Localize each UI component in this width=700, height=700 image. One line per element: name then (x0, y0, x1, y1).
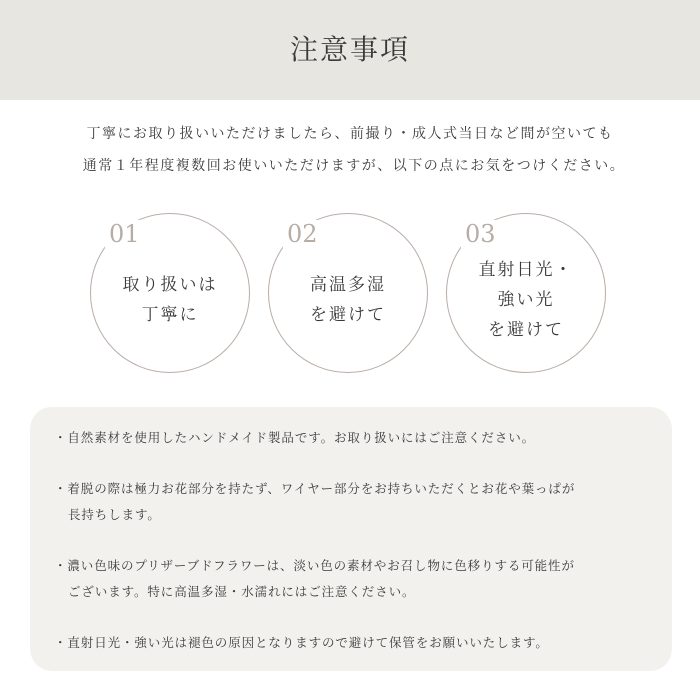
note-line: ・直射日光・強い光は褪色の原因となりますので避けて保管をお願いいたします。 (54, 635, 549, 650)
note-line: ・濃い色味のプリザーブドフラワーは、淡い色の素材やお召し物に色移りする可能性が (54, 558, 575, 573)
note-item (54, 630, 672, 656)
note-line: ございます。特に高温多湿・水濡れにはご注意ください。 (68, 584, 416, 599)
note-item (54, 476, 672, 528)
notes-box (30, 407, 672, 671)
intro-line-1: 丁寧にお取り扱いいただけましたら、前撮り・成人式当日など間が空いても (86, 126, 614, 142)
header-band (0, 0, 700, 100)
circle-number: 03 (461, 220, 500, 248)
caution-circle-3 (446, 213, 606, 373)
note-item (54, 553, 672, 605)
note-line: ・自然素材を使用したハンドメイド製品です。お取り扱いにはご注意ください。 (54, 430, 536, 445)
note-line: 長持ちします。 (68, 507, 161, 522)
caution-circle-2 (268, 213, 428, 373)
circle-number: 01 (105, 220, 144, 248)
circle-label: 直射日光・ 強い光 を避けて (478, 260, 574, 340)
note-item (54, 425, 672, 451)
circle-label: 取り扱いは 丁寧に (122, 275, 218, 325)
caution-circle-1 (90, 213, 250, 373)
note-line: ・着脱の際は極力お花部分を持たず、ワイヤー部分をお持ちいただくとお花や葉っぱが (54, 481, 576, 496)
intro-line-2: 通常１年程度複数回お使いいただけますが、以下の点にお気をつけください。 (82, 158, 626, 174)
page-title: 注意事項 (289, 33, 410, 66)
circle-number: 02 (283, 220, 322, 248)
caution-circles (0, 213, 700, 383)
circle-label: 高温多湿 を避けて (310, 275, 386, 325)
intro-text (0, 118, 700, 182)
